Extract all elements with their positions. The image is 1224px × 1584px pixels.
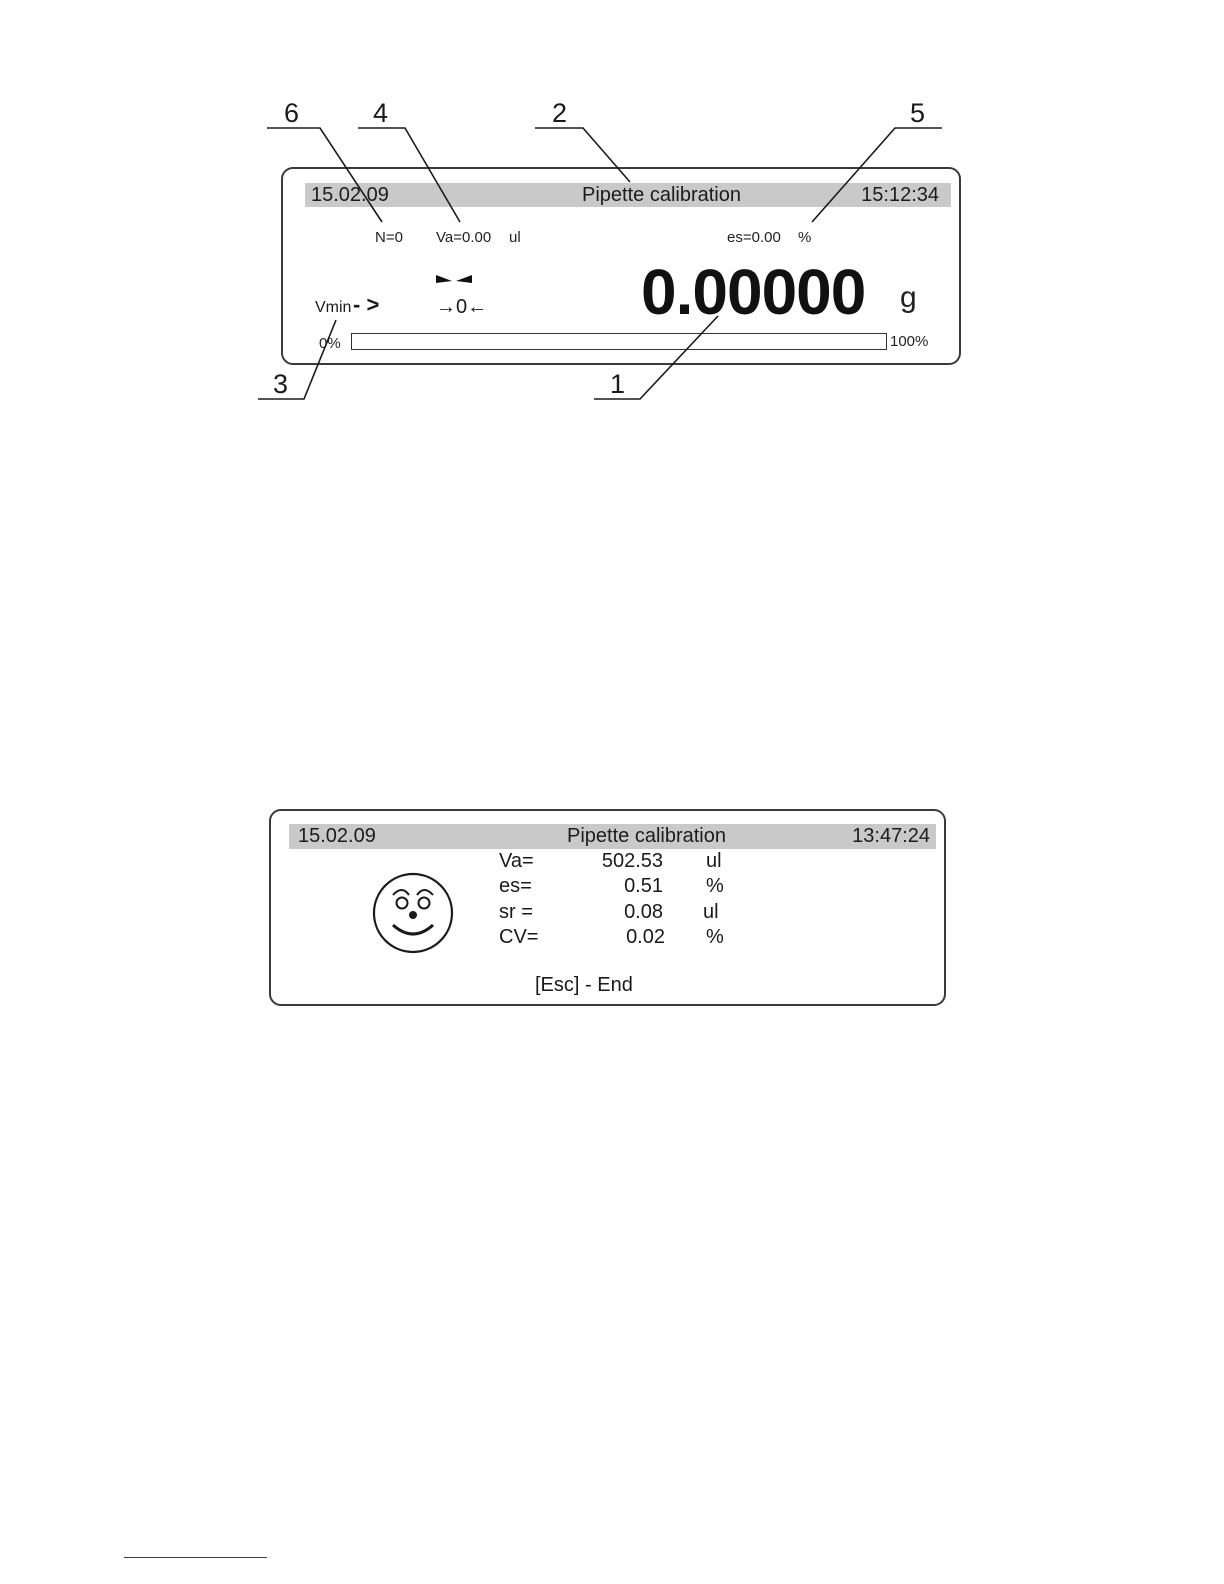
result-value: 0.51	[624, 875, 663, 897]
stability-icon	[434, 273, 474, 285]
systematic-error-unit: %	[798, 229, 812, 246]
callout-number: 6	[284, 98, 300, 128]
weight-unit: g	[900, 281, 917, 314]
title-bar	[305, 183, 951, 207]
result-unit: ul	[703, 901, 719, 923]
header-title: Pipette calibration	[567, 825, 726, 847]
footnote-rule	[124, 1557, 267, 1558]
balance-display-panel	[281, 167, 961, 365]
average-volume: Va=0.00	[436, 229, 492, 246]
vmin-label: Vmin	[315, 299, 352, 316]
result-value: 0.02	[626, 926, 665, 948]
result-label: Va=	[499, 850, 534, 872]
result-label: CV=	[499, 926, 539, 948]
dosing-progress-bar	[351, 333, 887, 350]
result-unit: %	[706, 926, 724, 948]
callout-number: 3	[273, 369, 289, 399]
result-value: 502.53	[601, 850, 663, 872]
average-volume-unit: ul	[509, 229, 521, 246]
header-date: 15.02.09	[311, 184, 389, 206]
title-bar	[289, 824, 936, 849]
weight-value: 0.00000	[641, 256, 866, 328]
result-unit: %	[706, 875, 724, 897]
result-label: sr =	[499, 901, 533, 923]
callout-number: 2	[552, 98, 568, 128]
systematic-error: es=0.00	[727, 229, 781, 246]
progress-min-label: 0%	[319, 335, 341, 352]
sample-count: N=0	[375, 229, 403, 246]
result-value: 0.08	[624, 901, 663, 923]
esc-end-hint: [Esc] - End	[535, 974, 633, 996]
smiley-face-icon	[371, 871, 455, 955]
results-display-panel	[269, 809, 946, 1006]
result-label: es=	[499, 875, 532, 897]
zero-indicator: →0←	[436, 296, 488, 318]
callout-number: 5	[910, 98, 926, 128]
header-time: 13:47:24	[852, 825, 930, 847]
callout-number: 4	[373, 98, 389, 128]
header-title: Pipette calibration	[582, 184, 741, 206]
header-time: 15:12:34	[861, 184, 939, 206]
callout-number: 1	[610, 369, 626, 399]
vmin-arrow: - >	[353, 292, 380, 317]
header-date: 15.02.09	[298, 825, 376, 847]
result-unit: ul	[706, 850, 722, 872]
progress-max-label: 100%	[890, 333, 929, 350]
